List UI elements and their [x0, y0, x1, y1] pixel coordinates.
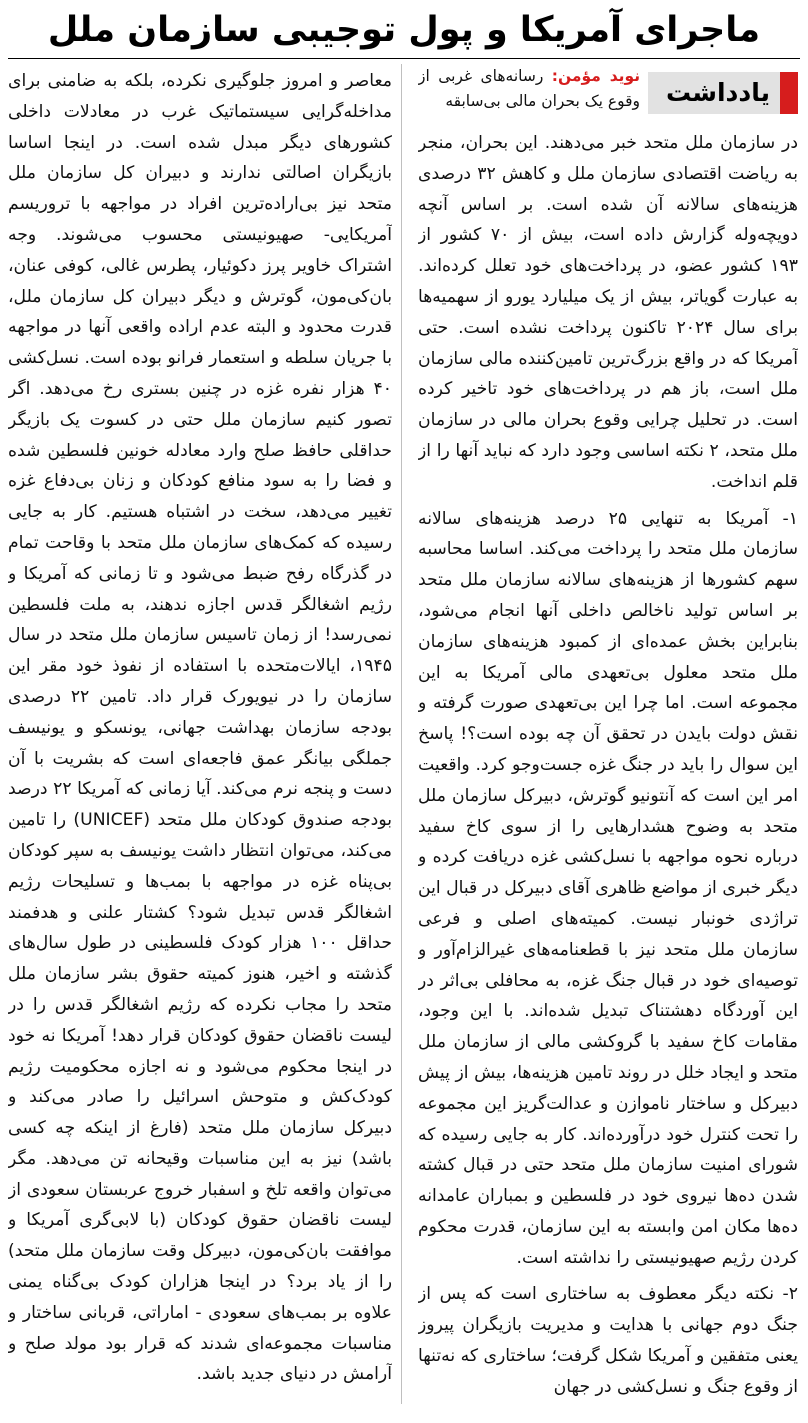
headline: ماجرای آمریکا و پول توجیبی سازمان ملل: [47, 10, 761, 50]
column-divider: [401, 64, 402, 1404]
left-column: [8, 64, 392, 1414]
author-name: نوید مؤمن:: [551, 67, 641, 85]
section-label: یادداشت: [665, 78, 770, 107]
headline-rule: [8, 58, 800, 59]
paragraph: معاصر و امروز جلوگیری نکرده، بلکه به ضامنی برای مداخله‌گرایی سیستماتیک غرب در معادلات داخلی کشورهای دیگر مبدل شده است. در اینجا اساسا بازیگران اصالتی ندارند و دبیران کل سازمان ملل متحد نیز بی‌اراده‌ترین افراد در مواجهه با تروریسم آمریکایی- صهیونیستی محسوب می‌شوند. وجه اشتراک خاویر پرز دکوئیار، پطرس غالی، کوفی عنان، بان‌کی‌مون، گوترش و دیگر دبیران کل سازمان ملل، قدرت محدود و البته عدم اراده واقعی آنها در مواجهه با جریان سلطه و استعمار فرانو بوده است. نسل‌کشی ۴۰ هزار نفره غزه در چنین بستری رخ می‌دهد. اگر تصور کنیم سازمان ملل حتی در کسوت یک بازیگر حداقلی حافظ صلح وارد معادله خونین فلسطین شده و فضا را به سود منافع کودکان و زنان بی‌دفاع غزه تغییر می‌دهد، سخت در اشتباه هستیم. کار به جایی رسیده که کمک‌های سازمان ملل متحد با وقاحت تمام در گذرگاه رفح ضبط می‌شود و تا زمانی که آمریکا و رژیم اشغالگر قدس اجازه ندهند، به ملت فلسطین نمی‌رسد! از زمان تاسیس سازمان ملل متحد در سال ۱۹۴۵، ایالات‌متحده با استفاده از نفوذ خود مقر این سازمان را در نیویورک قرار داد. تامین ۲۲ درصدی بودجه سازمان بهداشت جهانی، یونسکو و یونیسف جملگی بیانگر عمق فاجعه‌ای است که بشریت با آن دست و پنجه نرم می‌کند. آیا زمانی که آمریکا ۲۲ درصد بودجه صندوق کودکان ملل متحد (UNICEF) را تامین می‌کند، می‌توان انتظار داشت یونیسف به سپر کودکان بی‌پناه غزه در مواجهه با بمب‌ها و تسلیحات رژیم اشغالگر قدس تبدیل شود؟ کشتار علنی و هدفمند حداقل ۱۰۰ هزار کودک فلسطینی در طول سال‌های گذشته و اخیر، هنوز کمیته حقوق بشر سازمان ملل متحد را مجاب نکرده که رژیم اشغالگر قدس را در لیست ناقضان حقوق کودکان قرار دهد! آمریکا نه خود در اینجا محکوم می‌شود و نه اجازه محکومیت رژیم کودک‌کش و متوحش اسرائیل را صادر می‌کند و دبیرکل سازمان ملل متحد (فارغ از اینکه چه کسی باشد) نیز به این مناسبات وقیحانه تن می‌دهد. مگر می‌توان واقعه تلخ و اسفبار خروج عربستان سعودی از لیست ناقضان حقوق کودکان (با لابی‌گری آمریکا و موافقت بان‌کی‌مون، دبیرکل وقت سازمان ملل متحد) را از یاد برد؟ در اینجا هزاران کودک بی‌گناه یمنی علاوه بر بمب‌های سعودی - اماراتی، قربانی ساختار و مناسبات مجموعه‌ای شدند که قرار بود مولد صلح و آرامش در دنیای جدید باشد.: [8, 71, 392, 1385]
section-label-box: [648, 72, 798, 114]
section-label-accent: [780, 72, 798, 114]
paragraph: ۱- آمریکا به تنهایی ۲۵ درصد هزینه‌های سالانه سازمان ملل متحد را پرداخت می‌کند. اساسا محاسبه سهم کشورها از هزینه‌های سالانه سازمان ملل متحد بر اساس تولید ناخالص داخلی آنها انجام می‌شود، بنابراین بخش عمده‌ای از کمبود هزینه‌های سازمان ملل متحد معلول بی‌تعهدی مالی آمریکا به این مجموعه است. اما چرا این بی‌تعهدی صورت گرفته و نقش دولت بایدن در تحقق آن چه بوده است؟! پاسخ این سوال را باید در جنگ غزه جست‌وجو کرد. واقعیت امر این است که آنتونیو گوترش، دبیرکل سازمان ملل متحد به وضوح هشدارهایی را از سوی کاخ سفید درباره نحوه مواجهه با نسل‌کشی غزه دریافت کرده و دیگر خبری از مواضع ظاهری آقای دبیرکل در قبال این تراژدی خونبار نیست. کمیته‌های اصلی و فرعی سازمان ملل متحد نیز با قطعنامه‌های غیرالزام‌آور و توصیه‌ای خود در قبال جنگ غزه، به محافلی بی‌اثر در این آوردگاه دهشتناک تبدیل شده‌اند. با این وجود، مقامات کاخ سفید با گروکشی مالی از سازمان ملل متحد و ایجاد خلل در روند تامین هزینه‌ها، بیش از پیش دبیرکل و ساختار ناموازن و عدالت‌گریز این مجموعه را تحت کنترل خود درآورده‌اند. کار به جایی رسیده که شورای امنیت سازمان ملل متحد حتی در قبال کشته شدن ده‌ها نیروی خود در فلسطین و بمباران عامدانه ده‌ها مکان امن وابسته به این سازمان، قدرت محکوم کردن رژیم صهیونیستی را نداشته است.: [418, 508, 798, 1268]
paragraph: ۲- نکته دیگر معطوف به ساختاری است که پس از جنگ دوم جهانی با هدایت و مدیریت بازیگران پیروز یعنی متفقین و آمریکا شکل گرفت؛ ساختاری که نه‌تنها از وقوع جنگ و نسل‌کشی در جهان: [418, 1284, 798, 1397]
paragraph: در سازمان ملل متحد خبر می‌دهند. این بحران، منجر به ریاضت اقتصادی سازمان ملل و کاهش ۳۲ درصدی هزینه‌های سالانه آن شده است. بر اساس آنچه دویچه‌وله گزارش داده است، بیش از ۷۰ کشور از ۱۹۳ کشور عضو، در پرداخت‌های خود تعلل کرده‌اند. به عبارت گویاتر، بیش از یک میلیارد یورو از سهمیه‌ها برای سال ۲۰۲۴ تاکنون پرداخت نشده است. حتی آمریکا که در واقع بزرگ‌ترین تامین‌کننده مالی سازمان ملل است، باز هم در پرداخت‌های خود تاخیر کرده است. در تحلیل چرایی وقوع بحران مالی در سازمان ملل متحد، ۲ نکته اساسی وجود دارد که نباید آنها را از قلم انداخت.: [418, 133, 798, 492]
lead-text: [418, 64, 640, 114]
kicker-row: [418, 64, 798, 124]
lead-sentence: رسانه‌های غربی از وقوع یک بحران مالی بی‌سابقه: [418, 67, 640, 110]
right-column: [418, 64, 798, 1414]
